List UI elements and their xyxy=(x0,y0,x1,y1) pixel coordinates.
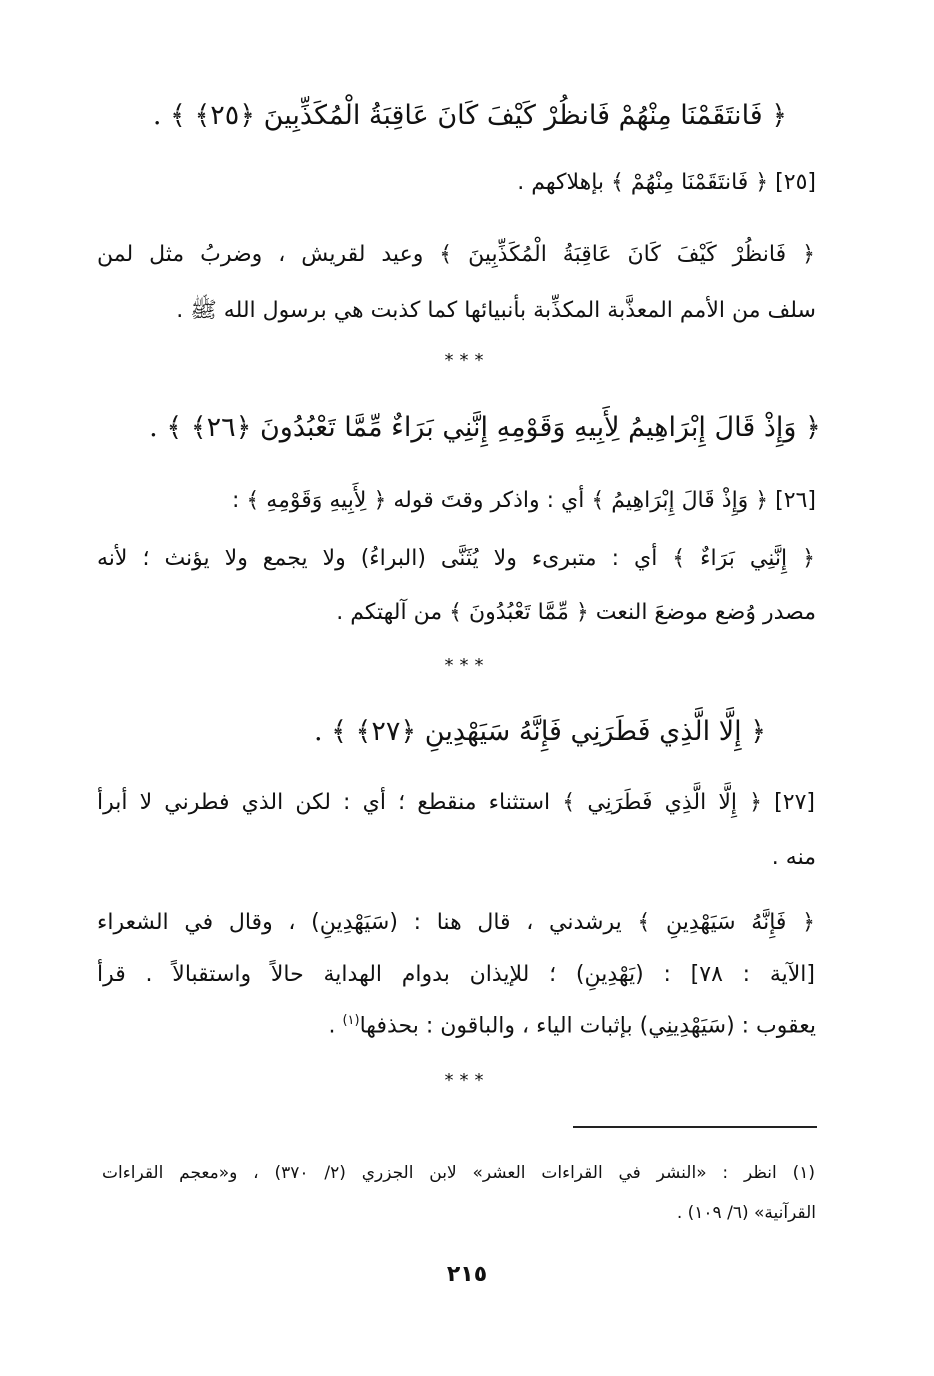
verse-27: ﴿ إِلَّا الَّذِي فَطَرَنِي فَإِنَّهُ سَيَهْدِينِ ﴿٢٧﴾ ﴾ . xyxy=(313,716,767,747)
tafsir-27-line-2: منه . xyxy=(771,845,816,870)
verse-25: ﴿ فَانتَقَمْنَا مِنْهُمْ فَانظُرْ كَيْفَ كَانَ عَاقِبَةُ الْمُكَذِّبِينَ ﴿٢٥﴾ ﴾ . xyxy=(152,100,788,131)
section-separator: *** xyxy=(444,655,490,676)
tafsir-27-line-5-text: يعقوب : (سَيَهْدِينِي) بإثبات الياء ، والباقون : بحذفها xyxy=(359,1013,816,1039)
footnote-marker[interactable]: (١) xyxy=(342,1013,360,1028)
tafsir-25-intro: [٢٥] ﴿ فَانتَقَمْنَا مِنْهُمْ ﴾ بإهلاكهم . xyxy=(517,170,816,195)
footnote-divider xyxy=(573,1126,817,1128)
tafsir-25-line-1: ﴿ فَانظُرْ كَيْفَ كَانَ عَاقِبَةُ الْمُكَذِّبِينَ ﴾ وعيد لقريش ، وضربُ مثل لمن xyxy=(97,242,815,267)
tafsir-26-intro: [٢٦] ﴿ وَإِذْ قَالَ إِبْرَاهِيمُ ﴾ أي : واذكر وقتَ قوله ﴿ لِأَبِيهِ وَقَوْمِهِ ﴾ : xyxy=(232,488,816,513)
tafsir-25-line-2: سلف من الأمم المعذَّبة المكذِّبة بأنبيائها كما كذبت هي برسول الله ﷺ . xyxy=(176,298,816,323)
tafsir-27-line-4: [الآية : ٧٨] : (يَهْدِينِ) ؛ للإيذان بدوام الهداية حالاً واستقبالاً . قرأ xyxy=(97,962,815,987)
section-separator: *** xyxy=(444,350,490,371)
tafsir-27-line-5 xyxy=(328,1013,816,1038)
section-separator: *** xyxy=(444,1070,490,1091)
tafsir-27-line-1: [٢٧] ﴿ إِلَّا الَّذِي فَطَرَنِي ﴾ استثناء منقطع ؛ أي : لكن الذي فطرني لا أبرأ xyxy=(97,790,815,815)
footnote-1-line-2: القرآنية» (٦/ ١٠٩) . xyxy=(676,1203,816,1223)
tafsir-26-line-1: ﴿ إِنَّنِي بَرَاءٌ ﴾ أي : متبرىء ولا يُثَنَّى (البراءُ) ولا يجمع ولا يؤنث ؛ لأنه xyxy=(97,546,815,571)
tafsir-26-line-2: مصدر وُضع موضعَ النعت ﴿ مِّمَّا تَعْبُدُونَ ﴾ من آلهتكم . xyxy=(336,600,816,625)
tafsir-27-line-5-end: . xyxy=(328,1013,343,1039)
verse-26: ﴿ وَإِذْ قَالَ إِبْرَاهِيمُ لِأَبِيهِ وَقَوْمِهِ إِنَّنِي بَرَاءٌ مِّمَّا تَعْبُدُونَ ﴿٢٦﴾ ﴾ . xyxy=(149,412,821,443)
footnote-1-line-1: (١) انظر : «النشر في القراءات العشر» لابن الجزري (٢/ ٣٧٠) ، و«معجم القراءات xyxy=(102,1163,815,1183)
tafsir-27-line-3: ﴿ فَإِنَّهُ سَيَهْدِينِ ﴾ يرشدني ، قال هنا : (سَيَهْدِينِ) ، وقال في الشعراء xyxy=(97,910,815,935)
page-number: ٢١٥ xyxy=(446,1262,488,1287)
